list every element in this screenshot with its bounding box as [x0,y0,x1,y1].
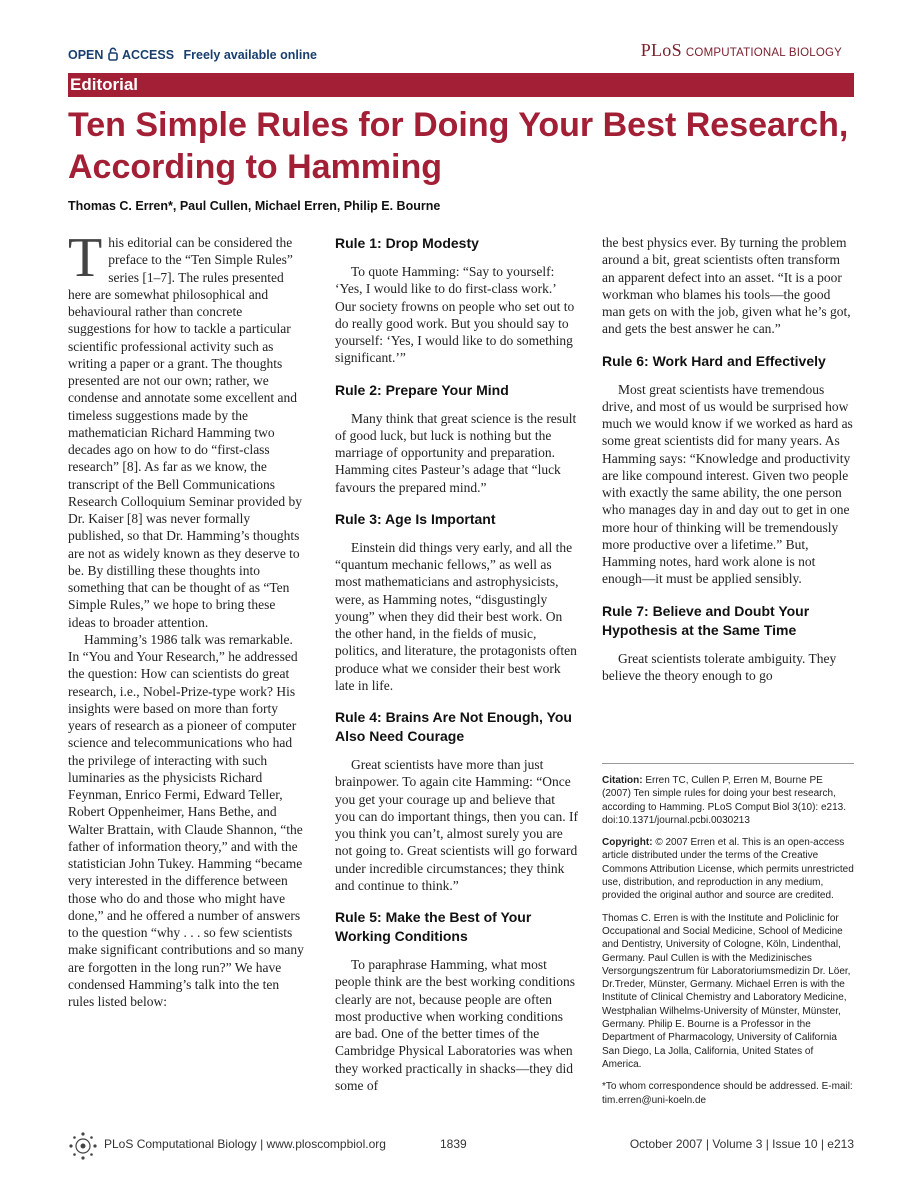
rule-1-body: To quote Hamming: “Say to yourself: ‘Yes, I would like to do first-class work.’ Our society frowns on people who set out to do really good work. But you should say to yourself: ‘Yes, I would like to do something significant.’” [335,264,575,366]
rule-4-heading: Rule 4: Brains Are Not Enough, You Also Need Courage [335,709,572,744]
copyright [602,836,854,902]
open-access-lock-icon [108,47,118,64]
rule-2-heading: Rule 2: Prepare Your Mind [335,381,509,398]
open-label: OPEN [68,48,104,62]
rule-6-body: Most great scientists have tremendous drive, and most of us would be surprised how much we would know if we worked as hard as some great scientists did for many years. As Hamming says: “Knowledge and productivity are like compound interest. Given two people with exactly the same ability, the one person who manages day in and day out to get in one more hour of thinking will be tremendously more productive over a lifetime.” But, Hamming notes, hard work alone is not enough—it must be applied sensibly. [602,381,853,587]
page-number: 1839 [440,1137,467,1151]
citation-label: Citation: [602,775,643,786]
rule-6-heading: Rule 6: Work Hard and Effectively [602,352,826,369]
freely-available-label: Freely available online [183,48,317,62]
rule-7-body: Great scientists tolerate ambiguity. They believe the theory enough to go [602,650,837,683]
rule-5-body: To paraphrase Hamming, what most people think are the best working conditions clearly are not, because people are often most productive when working conditions are bad. One of the better times of the Cambridge Physical Laboratories was when they worked practically in shacks—they did some of [335,957,575,1093]
column-2 [335,234,578,1094]
section-bar [68,73,854,97]
plos-logo-icon [68,1131,98,1164]
body-paragraph: Hamming’s 1986 talk was remarkable. In “You and Your Research,” he addressed the question: How can scientists do great research, i.e., Nobel-Prize-type work? His insights were based on more than forty years of research as a pioneer of computer science and telecommunications who had the privilege of interacting with such luminaries as the physicists Richard Feynman, Enrico Fermi, Edward Teller, Robert Oppenheimer, Hans Bethe, and Walter Brattain, with Claude Shannon, “the father of information theory,” and with the statistician John Tukey. Hamming “became very interested in the difference between those who do and those who might have done,” and he offered a number of answers to the question “why . . . so few scientists make significant contributions and so many are forgotten in the long run?” We have condensed Hamming’s talk into the ten rules listed below: [68,631,304,1009]
intro-text: his editorial can be considered the preface to the “Ten Simple Rules” series [1–7]. The rules presented here are somewhat philosophical and behavioural rather than concrete suggestions for how to tackle a particular scientific professional activity such as writing a paper or a grant. The thoughts presented are not our own; rather, we condense and annotate some excellent and timeless suggestions made by the mathematician Richard Hamming two decades ago on how to do “first-class research” [8]. As far as we know, the transcript of the Bell Communications Research Colloquium Seminar provided by Dr. Kaiser [8] was never formally published, so that Dr. Hamming’s thoughts are not as widely known as they deserve to be. By distilling these thoughts into something that can be thought of as “Ten Simple Rules,” we hope to bring these ideas to broader attention. [68,235,302,630]
copyright-text: © 2007 Erren et al. This is an open-access article distributed under the terms of the Creative Commons Attribution License, which permits unrestricted use, distribution, and reproduction in any medium, provided the original author and source are credited. [602,837,854,902]
section-label: Editorial [70,75,139,94]
open-access-badge [68,47,317,64]
footer-issue: October 2007 | Volume 3 | Issue 10 | e213 [629,1137,854,1151]
citation [602,774,854,827]
journal-plos: PLoS [640,40,682,60]
page-footer [68,1135,854,1159]
journal-name [641,40,842,61]
correspondence: *To whom correspondence should be addressed. E-mail: tim.erren@uni-koeln.de [602,1081,853,1106]
copyright-label: Copyright: [602,837,653,849]
rule-5-continued: the best physics ever. By turning the problem around a bit, great scientists often transform an apparent defect into an asset. “It is a poor workman who blames his tools—the good man gets on with the job, given what he’s got, and gets the best answer he can.” [602,235,851,337]
journal-title: COMPUTATIONAL BIOLOGY [685,47,842,59]
rule-5-heading: Rule 5: Make the Best of Your Working Conditions [335,909,532,944]
rule-7-heading: Rule 7: Believe and Doubt Your Hypothesis at the Same Time [602,602,810,638]
drop-cap: T [68,227,103,289]
affiliations: Thomas C. Erren is with the Institute and Policlinic for Occupational and Social Medicine, School of Medicine and Dentistry, University of Cologne, Köln, Lindenthal, Germany. Paul Cullen is with the Medizinisches Versorgungszentrum für Laboratoriumsmedizin Dr. Löer, Dr.Treder, Münster, Germany. Michael Erren is with the Institute of Clinical Chemistry and Laboratory Medicine, Westphalian Wilhelms-University of Münster, Münster, Germany. Philip E. Bourne is a Professor in the Department of Pharmacology, University of California San Diego, La Jolla, California, United States of America. [602,912,851,1070]
access-label: ACCESS [121,48,175,62]
column-1 [68,227,306,1010]
rule-3-heading: Rule 3: Age Is Important [335,510,496,527]
rule-3-body: Einstein did things very early, and all the “quantum mechanic fellows,” as well as most mathematicians and astrophysicists, were, as Hamming notes, “disgustingly young” when they did their best work. On the other hand, in the fields of music, politics, and literature, the protagonists often produce what we consider their best work late in life. [335,539,577,693]
rule-2-body: Many think that great science is the result of good luck, but luck is nothing but the marriage of opportunity and preparation. Hamming cites Pasteur’s adage that “luck favours the prepared mind.” [335,410,577,495]
column-3 [602,234,854,684]
rule-4-body: Great scientists have more than just brainpower. To again cite Hamming: “Once you get your courage up and believe that you can do important things, then you can. If you think you can’t, almost surely you are not going to. Great scientists will go forward under incredible circumstances; they think and continue to think.” [335,757,578,893]
citation-text: Erren TC, Cullen P, Erren M, Bourne PE (2007) Ten simple rules for doing your best research, according to Hamming. PLoS Comput Biol 3(10): e213. doi:10.1371/journal.pcbi.0030213 [602,775,847,826]
article-title: Ten Simple Rules for Doing Your Best Research, According to Hamming [68,106,849,186]
footer-journal: PLoS Computational Biology | www.ploscompbiol.org [104,1137,386,1151]
rule-1-heading: Rule 1: Drop Modesty [335,235,479,251]
intro-paragraph [68,227,306,631]
article-metadata [602,763,854,1116]
author-list: Thomas C. Erren*, Paul Cullen, Michael Erren, Philip E. Bourne [68,199,441,213]
